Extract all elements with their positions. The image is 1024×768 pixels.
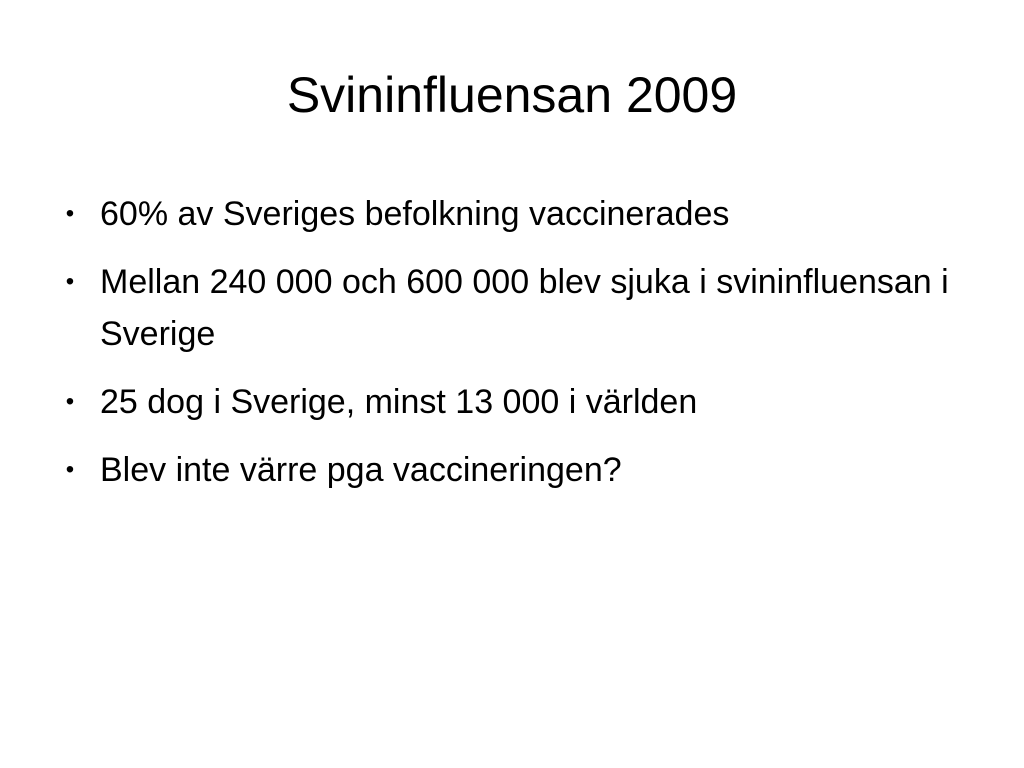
bullet-icon: • <box>65 456 75 483</box>
bullet-item <box>65 444 960 496</box>
bullet-icon: • <box>65 268 75 295</box>
bullet-text: 25 dog i Sverige, minst 13 000 i världen <box>100 383 698 421</box>
bullet-text: 60% av Sveriges befolkning vaccinerades <box>100 195 730 233</box>
bullet-text: Blev inte värre pga vaccineringen? <box>100 451 622 489</box>
bullet-item <box>65 376 960 428</box>
bullet-item <box>65 256 960 360</box>
bullet-list <box>65 188 960 512</box>
bullet-item <box>65 188 960 240</box>
slide-title: Svininfluensan 2009 <box>286 67 738 123</box>
bullet-icon: • <box>65 200 75 227</box>
bullet-text: Mellan 240 000 och 600 000 blev sjuka i svininfluensan i Sverige <box>100 263 949 353</box>
bullet-icon: • <box>65 388 75 415</box>
